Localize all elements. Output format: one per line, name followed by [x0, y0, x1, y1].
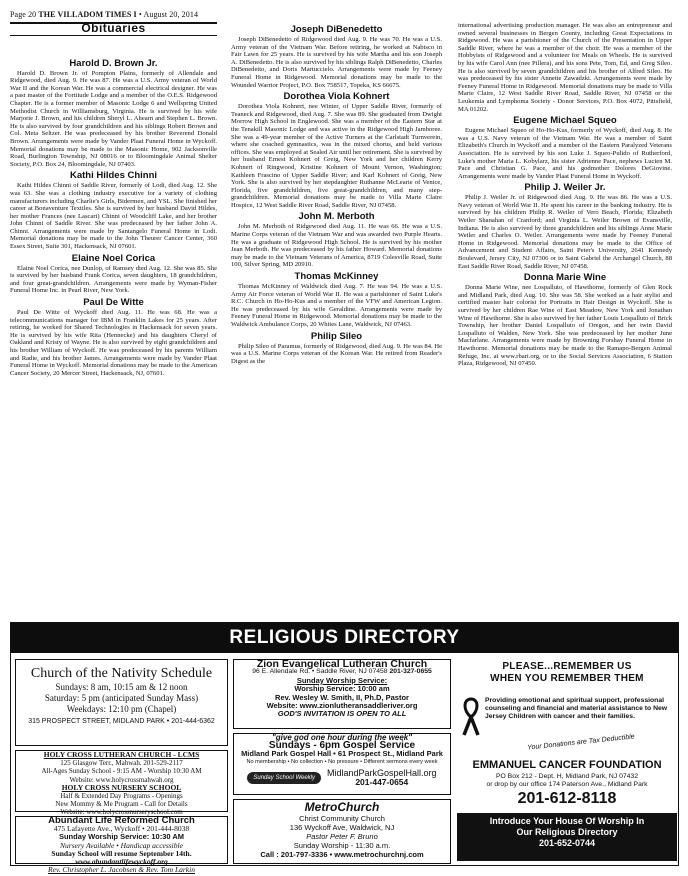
- directory-promo: [457, 813, 677, 861]
- ecf-address-2: or drop by our office 174 Paterson Ave., Midland Park: [486, 781, 648, 788]
- holy-cross-website: Website: www.holycrossmahwah.org: [69, 775, 174, 784]
- obit-name: John M. Merboth: [298, 211, 375, 223]
- gospel-row: [234, 768, 450, 788]
- zion-website: Website: www.zionlutheransaddleriver.org: [266, 701, 418, 711]
- ecf-address-1: PO Box 212 - Dept. H, Midland Park, NJ 07432: [495, 773, 639, 780]
- obit-text: Joseph DiBenedetto of Ridgewood died Aug. 9. He was 70. He was a U.S. Army veteran of the Vietnam War. Before retiring, he worked at Nabisco in Fair Lawn for 25 years. He is survived by his wife Martha and his son Joseph A. DiBenedetto. He is also survived by his siblings Ralph DiBenedetto, Charles DiBenedetto, and Doris Martuccielo. Arrangements were made by Feeney Funeral Home in Ridgewood. Memorial donations may be made to the Wounded Warrior Project, P.O. Box 758517, Topeka, KS 66675.: [231, 36, 442, 89]
- metro-worship: Sunday Worship - 11:30 a.m.: [293, 841, 391, 850]
- obit-name: Kathi Hildes Chinni: [69, 170, 158, 182]
- column-3: [458, 22, 672, 368]
- religious-directory: [10, 622, 679, 875]
- holy-cross-title: HOLY CROSS LUTHERAN CHURCH - LCMS: [43, 750, 200, 759]
- ecf-tax-note: Your Donations are Tax Deductible: [526, 733, 635, 752]
- obit-name: Paul De Witte: [83, 297, 144, 309]
- obit-text: Paul De Witte of Wyckoff died Aug. 11. He was 68. He was a telecommunications manager for IBM in Franklin Lakes for 25 years. After retiring, he worked for Shared Technologies in Hackensack for seven years. He is survived by his wife Rita (Hennecke) and his daughters Cheryl of Oakland and Kristy of Wayne. He is also survived by eight grandchildren and his brother William of Wyckoff. He was predeceased by his parents William and Radie, and his brother James. Arrangements were made by Vander Plaat Funeral Home in Wyckoff. Memorial donations may be made to the American Cancer Society, 20 Mercer Street, Hackensack, NJ, 07601.: [10, 309, 217, 377]
- nursery-title: HOLY CROSS NURSERY SCHOOL: [61, 782, 182, 792]
- obit-text: Donna Marie Wine, nee Lospalluto, of Hawthorne, formerly of Glen Rock and Midland Park, died Aug. 10. She was 58. She worked as a hair stylist and certified master hair colorist for Portraits in Hair Design in Wyckoff. She is survived by her children Rae Wine of East Meadow, New York and Jonathan Wine of Hawthorne. She is also survived by her father Louis Lospalluto of Brick Township, her brother Daniel Lospalluto of Oregon, and her twin David Lospalluto of Walden, New York. She was predeceased by her mother June Macfarlane. Arrangements were made by Browning Forshay Funeral Home in Hawthorne. Memorial donations may be made to the Ramapo-Bergen Animal Refuge, Inc. at www.rbari.org, or to the Social Services Association, 6 Station Plaza, Ridgewood, NJ 07450.: [458, 284, 672, 368]
- abundant-website: www.abundantlifewyckoff.org: [75, 857, 168, 867]
- page-label: Page: [10, 10, 26, 19]
- ribbon-icon: [459, 697, 483, 737]
- obit-text: John M. Merboth of Ridgewood died Aug. 11. He was 66. He was a U.S. Marine Corps veteran of the Vietnam War and was awarded two Purple Hearts. He was a graduate of Ridgewood High School. He is survived by his mother Jean Merboth. He was predeceased by his father Howard. Memorial donations may be made to the Vietnam Veterans of America, 8719 Colesville Road, Suite 100, Silver Spring, MD 20910.: [231, 223, 442, 269]
- promo-phone: 201-652-0744: [538, 838, 596, 848]
- obituaries-columns: [10, 22, 679, 614]
- obit-text: Dorothea Viola Kohnert, nee Winter, of Upper Saddle River, formerly of Teaneck and Ridgewood, died Aug. 7. She was 89. She graduated from Dwight Morrow High School in Englewood. She was a member of the Eastern Star at the Tenakill Masonic Lodge and was active in the Ridgewood High Jamboree. She was a 49-year member of the Active Turners at the Carlstadt Turnverein, where she coached gymnastics, was in the mixed chorus, and held various offices. She was employed at Sealed Air until her retirement. She is survived by her husband Ernest Kohnert of Greig, New York and her children Kerry Kohnert of Ringwood, Kristine Kohnert of Mount Vernon, Washington; Kathleen Frascino of Upper Saddle River; and Karl Kohnert of Greig, New York. She is also survived by her stepdaughter Ruthanne McLearie of Venice, Florida, five grandchildren, five great-grandchildren, and many step-grandchildren. Memorial donations may be made to Villa Marie Claire Hospice, 12 West Saddle River Road, Saddle River, NJ 07458.: [231, 103, 442, 209]
- zion-phone: 201-327-0655: [389, 668, 432, 676]
- obit-name: Thomas McKinney: [294, 271, 379, 283]
- ecf-remember: WHEN YOU REMEMBER THEM: [490, 673, 644, 684]
- directory-title: RELIGIOUS DIRECTORY: [11, 623, 678, 653]
- page-number: 20: [28, 10, 37, 19]
- obit-name: Donna Marie Wine: [523, 272, 607, 284]
- column-2: [231, 22, 442, 365]
- issue-date: August 20, 2014: [143, 10, 199, 19]
- nursery-mommy: New Mommy & Me Program - Call for Details: [55, 800, 188, 809]
- gospel-address: Midland Park Gospel Hall • 61 Prospect St., Midland Park: [241, 749, 443, 758]
- obit-text: Harold D. Brown Jr. of Pompton Plains, formerly of Allendale and Ridgewood, died Aug. 9. He was 87. He was a U.S. Army veteran of World War II and the Korean War. He was a commercial electrical designer. He was a past master of the Fortitude Lodge and a member of the O.E.S. Ridgewood Chapter. He is a former member of Masonic Lodge 6 and Wellspring United Methodist Church in Williamsburg, Virginia. He is survived by his wife Marjorie J. Brown, and his children Sheryl L. Ahearn and Stephen L. Brown. He is also survived by four grandchildren and his siblings Robert Brown and Col. Meta Seltzer. He was predeceased by his brother Reverend Donald Brown. Arrangements were made by Vander Plaat Funeral Home in Wyckoff. Memorial donations may be made to the Masonic Home, 902 Jacksonville Road, Burlington Township, NJ 08016 or to Bloomingdale Animal Shelter Society, P.O. Box 24, Bloomingdale, NJ 07403.: [10, 69, 217, 168]
- metro-address: 136 Wyckoff Ave, Waldwick, NJ: [289, 823, 395, 832]
- metro-title: MetroChurch: [304, 800, 380, 814]
- gospel-info: No membership • No collection • No pressure • Different sermons every week: [246, 759, 438, 765]
- gospel-website: MidlandParkGospelHall.org: [327, 768, 437, 778]
- abundant-pastors: Rev. Christopher L. Jacobsen & Rev. Tom Larkin: [48, 865, 195, 875]
- metro-contact: Call : 201-797-3336 • www.metrochurchnj.com: [260, 850, 424, 859]
- obit-name: Philip J. Weiler Jr.: [524, 182, 606, 194]
- obit-name: Harold D. Brown Jr.: [69, 57, 158, 69]
- obit-text: Kathi Hildes Chinni of Saddle River, formerly of Lodi, died Aug. 12. She was 63. She was a clothing industry executive for a variety of clothing manufacturers including Charlie's Girls, Bidermen, and YSL. She finished her career at Bonaventure Textiles. She is survived by her husband David Hildes, her mother Frances (nee Lascari) Chinni of Woodcliff Lake, and her brother John Chinni of Saddle River. She was predeceased by her father John A. Chinni. Arrangements were made by Santangelo Funeral Home in Lodi. Memorial donations may be made to the John Theurer Cancer Center, 360 Essex Street, Suite 301, Hackensack, NJ 07601.: [10, 182, 217, 251]
- zion-title: Zion Evangelical Lutheran Church: [256, 658, 428, 670]
- obit-text: Thomas McKinney of Waldwick died Aug. 7. He was 94. He was a U.S. Army Air Force veteran of World War II. He was a parishioner of Saint Luke's R.C. Church in Ho-Ho-Kus and a member of the VFW and American Legion. He was predeceased by his wife Geraldine. Arrangements were made by Feeney Funeral Home in Ridgewood. Memorial donations may be made to the Waldwick Ambulance Corps, 20 Whites Lane, Waldwick, NJ 07463.: [231, 283, 442, 328]
- cancer-foundation-ad: [457, 659, 677, 864]
- zion-ad: [233, 659, 451, 729]
- zion-invitation: GOD'S INVITATION IS OPEN TO ALL: [277, 709, 407, 719]
- midland-park-gospel-ad: [233, 733, 451, 795]
- zion-pastor: Rev. Wesley W. Smith, II, Ph.D, Pastor: [275, 692, 409, 702]
- ecf-mission: Providing emotional and spiritual support, professional counseling and financial and material assistance to New Jersey Children with cancer and their families.: [485, 697, 668, 720]
- abundant-nursery: Nursery Available • Handicap accessible: [60, 840, 183, 850]
- page-header: [10, 10, 198, 19]
- header-separator: •: [138, 10, 142, 19]
- holy-cross-schedule: All-Ages Sunday School - 9:15 AM - Worship 10:30 AM: [41, 767, 202, 776]
- nativity-sundays: Sundays: 8 am, 10:15 am & 12 noon: [55, 682, 188, 692]
- abundant-title: Abundant Life Reformed Church: [48, 815, 195, 826]
- section-title: Obituaries: [10, 22, 217, 36]
- nativity-weekdays: Weekdays: 12:10 pm (Chapel): [66, 704, 177, 714]
- nursery-website: Website: www.holycrossnurseryschool.com: [60, 808, 183, 817]
- column-1: [10, 22, 217, 377]
- ecf-phone: 201-612-8118: [517, 790, 617, 807]
- zion-worship-heading: Sunday Worship Service:: [296, 675, 388, 685]
- promo-line-1: Introduce Your House Of Worship In: [489, 816, 645, 826]
- gospel-contact: [327, 768, 437, 788]
- obit-continued-text: international advertising production manager. He was also an entrepreneur and owned several businesses in Bergen County, including Great Expectations in Ridgewood. He was a parishioner of the Church of the Presentation in Upper Saddle River, where he was a member of the choir. He was a member of the Hobbyists of Ridgewood and a volunteer for Meals on Wheels. He is survived by his wife Carol Ann (nee Pillera), and his sons Pete, Tom, Ed, and Greg Sileo. He is also survived by seven grandchildren and his brother of Alfred Sileo. He was predeceased by his sister Annette Zawadzki. Arrangements were made by Feeney Funeral Home in Ridgewood. Memorial donations may be made to Villa Marie Claire, 12 West Saddle River Road, Saddle River, NJ 07458 or the Leukemia and Lymphoma Society - Donor Services, P.O. Box 4072, Pittsfield, MA 01202.: [458, 22, 672, 113]
- obit-name: Eugene Michael Squeo: [513, 115, 617, 127]
- obit-name: Elaine Noel Corica: [71, 252, 156, 264]
- ecf-please: PLEASE...REMEMBER US: [502, 661, 632, 672]
- obit-text: Philip J. Weiler Jr. of Ridgewood died Aug. 9. He was 86. He was a U.S. Navy veteran of World War II. He spent his career in the banking industry. He is survived by his children Philip R. Weiler of Vero Beach, Florida; Elizabeth Weiler Shanahan of Cranford; and Virginia L. Weiler Brown of Evansville, Indiana. He is also survived by three grandchildren and his siblings Anne Marie Weiler and Charles O. Weiler. Arrangements were made by Feeney Funeral Home in Ridgewood. Memorial donations may be made to the Office of Advancement and Student Affairs, Saint Peter's University, 2641 Kennedy Boulevard, Jersey City, NJ 07306 or to Saint Gabriel the Archangel Church, 88 East Saddle River Road, Saddle River, NJ 07458.: [458, 194, 672, 270]
- metro-pastor: Pastor Peter F. Bruno: [306, 832, 378, 841]
- sunday-school-badge: Sunday School Weekly: [247, 772, 321, 784]
- paper-name: THE VILLADOM TIMES I: [38, 10, 137, 19]
- obit-text: Eugene Michael Squeo of Ho-Ho-Kus, formerly of Wyckoff, died Aug. 8. He was a U.S. Navy veteran of the Vietnam War. He was a member of Saint Elizabeth's Church in Wyckoff and a member of the Eastern Paralyzed Veterans Association. He is survived by his son Luke J. Squeo-Pulido of Rutherford, Luke's mother Maria L. Kobylarz, his sister Adrienne Pace, nephews Lucien M. Pace and Christian G. Pace, and his godmother Dolores DeGiovine. Arrangements were made by Vander Plaat Funeral Home in Wyckoff.: [458, 127, 672, 180]
- metrochurch-ad: [233, 799, 451, 864]
- obit-name: Philip Sileo: [310, 330, 363, 342]
- abundant-service: Sunday Worship Service: 10:30 AM: [58, 832, 185, 842]
- zion-address: 96 E. Allendale Rd. • Saddle River, NJ 07458: [252, 668, 388, 676]
- ecf-name: EMMANUEL CANCER FOUNDATION: [472, 759, 662, 771]
- abundant-school: Sunday School will resume September 14th.: [51, 848, 192, 858]
- nursery-programs: Half & Extended Day Programs - Openings: [60, 792, 183, 801]
- gospel-phone: 201-447-0654: [355, 777, 409, 787]
- obit-name: Joseph DiBenedetto: [290, 24, 383, 35]
- nativity-title: Church of the Nativity Schedule: [30, 666, 213, 681]
- metro-church: Christ Community Church: [299, 814, 385, 823]
- gospel-tagline: "give god one hour during the week": [271, 733, 413, 742]
- abundant-address: 475 Lafayette Ave., Wyckoff • 201-444-8038: [53, 824, 190, 834]
- holy-cross-ad: [15, 750, 228, 817]
- ecf-address: [457, 773, 677, 789]
- nativity-address: 315 PROSPECT STREET, MIDLAND PARK • 201-444-6362: [28, 718, 215, 725]
- obit-name: Dorothea Viola Kohnert: [283, 91, 390, 103]
- obit-text: Philip Sileo of Paramus, formerly of Ridgewood, died Aug. 9. He was 84. He was a U.S. Marine Corps veteran of the Korean War. He retired from Reader's Digest as the: [231, 342, 443, 365]
- nativity-ad: [15, 659, 228, 746]
- abundant-life-ad: [15, 815, 228, 875]
- gospel-service: Sundays - 6pm Gospel Service: [268, 740, 416, 751]
- holy-cross-address: 125 Glasgow Terr., Mahwah. 201-529-2117: [60, 759, 183, 768]
- obit-text: Elaine Noel Corica, nee Dunlop, of Ramsey died Aug. 12. She was 85. She is survived by her husband Frank Corica, seven daughters, 18 grandchildren, and four great-grandchildren. Arrangements were made by Wyman-Fisher Funeral Home Inc. in Pearl River, New York.: [10, 264, 217, 295]
- zion-worship-time: Worship Service: 10:00 am: [294, 684, 390, 694]
- promo-line-2: Our Religious Directory: [516, 827, 618, 837]
- nativity-saturday: Saturday: 5 pm (anticipated Sunday Mass): [44, 693, 199, 703]
